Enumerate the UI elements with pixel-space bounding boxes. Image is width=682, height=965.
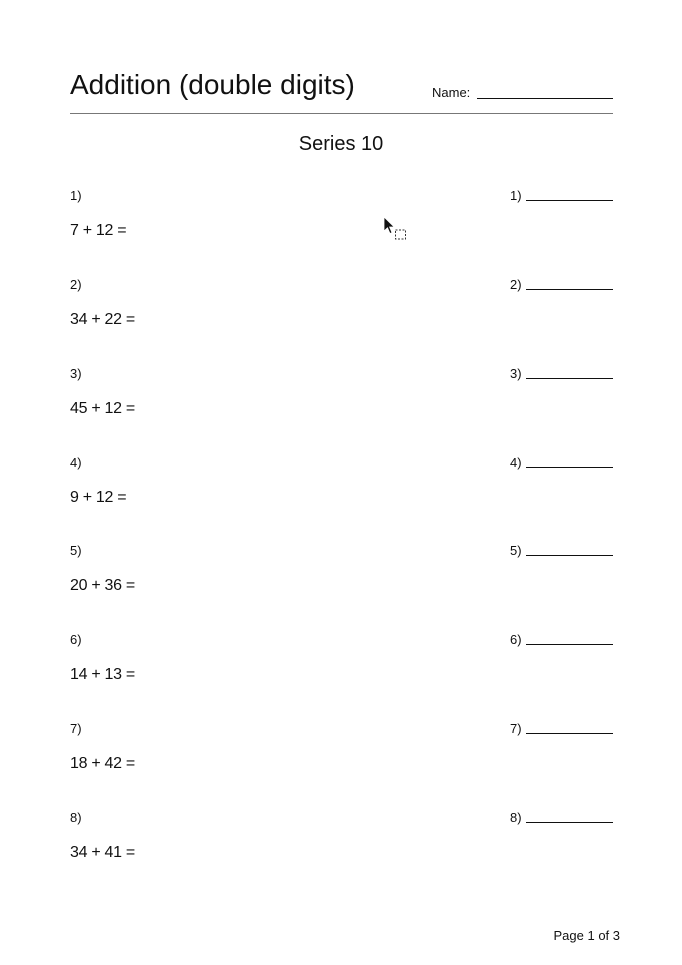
answer-underline[interactable] [526,733,613,734]
answer-number: 6) [510,632,522,647]
answer-number: 4) [510,455,522,470]
problem-item [0,366,682,446]
answer-field[interactable] [510,543,613,559]
name-label: Name: [432,85,471,100]
problem-item [0,810,682,890]
problem-expression: 20 + 36 = [70,577,135,594]
answer-underline[interactable] [526,289,613,290]
series-title: Series 10 [298,133,384,155]
problem-expression: 7 + 12 = [70,222,127,239]
name-underline[interactable] [477,98,613,99]
problem-number: 1) [70,188,82,203]
answer-underline[interactable] [526,200,613,201]
problem-number: 6) [70,632,82,647]
problem-expression: 34 + 22 = [70,311,135,328]
answer-underline[interactable] [526,555,613,556]
problem-expression: 9 + 12 = [70,489,127,506]
answer-field[interactable] [510,810,613,826]
problem-expression: 14 + 13 = [70,666,135,683]
answer-field[interactable] [510,366,613,382]
answer-field[interactable] [510,721,613,737]
name-field[interactable] [432,85,613,101]
answer-underline[interactable] [526,822,613,823]
answer-number: 8) [510,810,522,825]
answer-number: 7) [510,721,522,736]
problem-expression: 18 + 42 = [70,755,135,772]
problem-number: 2) [70,277,82,292]
answer-field[interactable] [510,277,613,293]
problem-expression: 45 + 12 = [70,400,135,417]
answer-underline[interactable] [526,467,613,468]
problem-item [0,543,682,623]
answer-field[interactable] [510,188,613,204]
problem-item [0,721,682,801]
problem-number: 5) [70,543,82,558]
answer-field[interactable] [510,455,613,471]
problem-number: 8) [70,810,82,825]
answer-number: 2) [510,277,522,292]
answer-number: 5) [510,543,522,558]
arrow-drag-cursor-icon [382,216,410,244]
problem-number: 7) [70,721,82,736]
problem-expression: 34 + 41 = [70,844,135,861]
page-title: Addition (double digits) [70,69,355,100]
page-footer: Page 1 of 3 [553,928,620,943]
answer-number: 3) [510,366,522,381]
problem-item [0,277,682,357]
answer-number: 1) [510,188,522,203]
answer-field[interactable] [510,632,613,648]
answer-underline[interactable] [526,644,613,645]
problem-number: 4) [70,455,82,470]
problem-item [0,632,682,712]
answer-underline[interactable] [526,378,613,379]
header-divider [70,113,613,114]
problem-item [0,188,682,268]
problem-number: 3) [70,366,82,381]
problem-item [0,455,682,535]
